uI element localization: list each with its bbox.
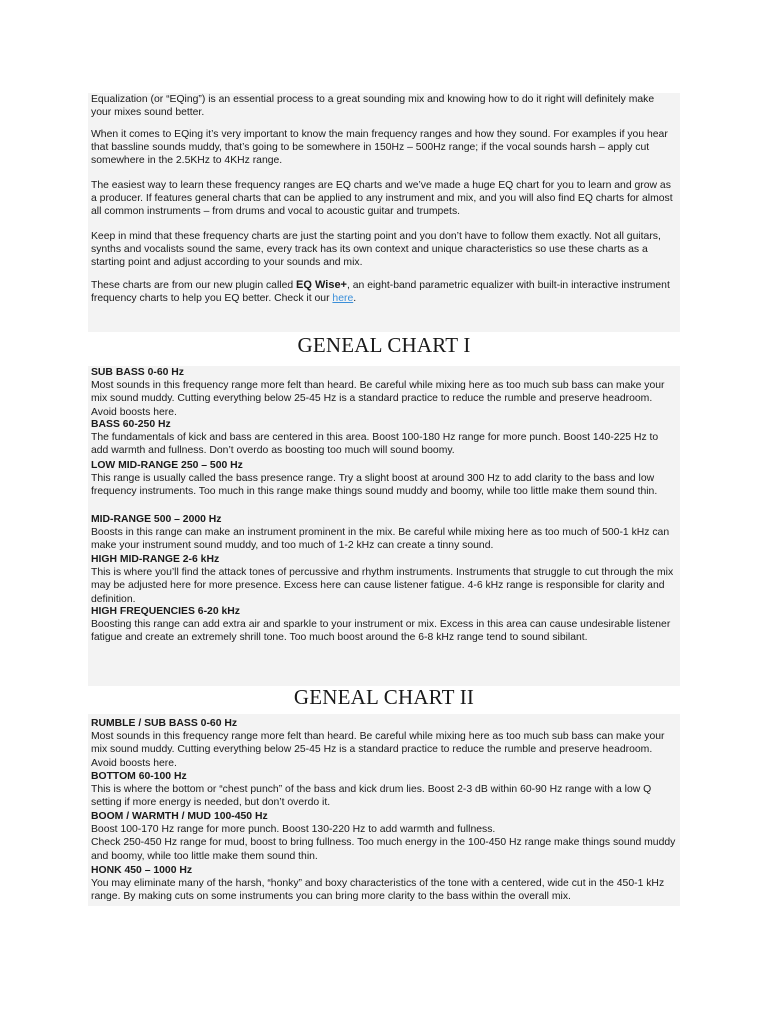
chart-2-heading: GENEAL CHART II xyxy=(293,685,475,709)
intro-text-middle: , an eight-band parametric equalizer with built-in interactive instrument frequency charts to help you EQ better. Check it our xyxy=(91,280,670,305)
intro-paragraph-5 xyxy=(91,279,676,305)
chart-2-section xyxy=(91,810,676,863)
chart-1-section xyxy=(91,513,676,553)
intro-paragraph-1: Equalization (or “EQing”) is an essential process to a great sounding mix and knowing how to do it right will definitely make your mixes sound better. xyxy=(91,94,655,119)
section-title: BASS 60-250 Hz xyxy=(91,419,171,430)
chart-1-section xyxy=(91,418,676,458)
chart-1-panel xyxy=(88,366,680,686)
chart-1-section xyxy=(91,366,676,419)
intro-paragraph-2: When it comes to EQing it’s very important to know the main frequency ranges and how they sound. For examples if you hear that bassline sounds muddy, that’s going to be somewhere in 150Hz – 500Hz range; if the vocal sounds harsh – apply cut somewhere in the 2.5KHz to 4KHz range. xyxy=(91,129,668,167)
section-body: This range is usually called the bass presence range. Try a slight boost at around 300 Hz to add clarity to the bass and low frequency instruments. Too much in this range make things sound muddy and boomy, while too little make them sound thin. xyxy=(91,473,658,498)
section-title: BOTTOM 60-100 Hz xyxy=(91,771,187,782)
chart-2-section xyxy=(91,717,676,770)
chart-2-section xyxy=(91,770,676,810)
section-body: Boosts in this range can make an instrument prominent in the mix. Be careful while mixing here as too much of 500-1 kHz can make your instrument sound muddy, and too much of 1-2 kHz can create a tinny sound. xyxy=(91,527,670,552)
intro-panel xyxy=(88,93,680,332)
section-body: This is where you’ll find the attack tones of percussive and rhythm instruments. Instruments that struggle to cut through the mix may be adjusted here for more presence. Excess here can cause listener fatigue. 4-6 kHz range is responsible for clarity and definition. xyxy=(91,567,674,605)
chart-1-heading: GENEAL CHART I xyxy=(297,333,471,357)
section-title: HIGH FREQUENCIES 6-20 kHz xyxy=(91,606,240,617)
chart-1-section xyxy=(91,605,676,645)
plugin-name: EQ Wise+ xyxy=(296,279,347,291)
intro-text-before: These charts are from our new plugin called xyxy=(91,280,297,291)
chart-1-section xyxy=(91,459,676,499)
section-title: LOW MID-RANGE 250 – 500 Hz xyxy=(91,460,243,471)
section-body: Boosting this range can add extra air and sparkle to your instrument or mix. Excess in this area can cause undesirable listener fatigue and create an extremely shrill tone. Too much boost around the 6-8 kHz range tend to sound sibilant. xyxy=(91,619,671,644)
section-body: The fundamentals of kick and bass are centered in this area. Boost 100-180 Hz range for more punch. Boost 140-225 Hz to add warmth and fullness. Don’t overdo as boosting too much will sound boomy. xyxy=(91,432,659,457)
intro-paragraph-3: The easiest way to learn these frequency ranges are EQ charts and we’ve made a huge EQ chart for you to learn and grow as a producer. If features general charts that can be applied to any instrument and mix, and you will also find EQ charts for almost all common instruments – from drums and vocal to acoustic guitar and trumpets. xyxy=(91,180,673,218)
section-title: HONK 450 – 1000 Hz xyxy=(91,865,193,876)
section-title: MID-RANGE 500 – 2000 Hz xyxy=(91,514,222,525)
section-body: This is where the bottom or “chest punch” of the bass and kick drum lies. Boost 2-3 dB within 60-90 Hz range with a low Q setting if more energy is needed, but don’t overdo it. xyxy=(91,784,652,809)
here-link[interactable]: here xyxy=(332,293,354,305)
section-title: RUMBLE / SUB BASS 0-60 Hz xyxy=(91,718,238,729)
section-title: SUB BASS 0-60 Hz xyxy=(91,367,184,378)
section-body: Boost 100-170 Hz range for more punch. Boost 130-220 Hz to add warmth and fullness. xyxy=(91,824,496,836)
intro-paragraph-4: Keep in mind that these frequency charts are just the starting point and you don’t have to follow them exactly. Not all guitars, synths and vocalists sound the same, every track has its own context and unique characteristics so use these charts as a starting point and adjust according to your sounds and mix. xyxy=(91,231,661,269)
chart-2-section xyxy=(91,864,676,904)
chart-1-section xyxy=(91,553,676,606)
section-title: HIGH MID-RANGE 2-6 kHz xyxy=(91,554,220,565)
chart-2-panel xyxy=(88,714,680,906)
section-body: Most sounds in this frequency range more felt than heard. Be careful while mixing here as too much sub bass can make your mix sound muddy. Cutting everything below 25-45 Hz is a standard practice to reduce the rumble and preserve headroom. Avoid boosts here. xyxy=(91,731,665,769)
section-title: BOOM / WARMTH / MUD 100-450 Hz xyxy=(91,811,268,822)
section-body: Most sounds in this frequency range more felt than heard. Be careful while mixing here as too much sub bass can make your mix sound muddy. Cutting everything below 25-45 Hz is a standard practice to reduce the rumble and preserve headroom. Avoid boosts here. xyxy=(91,380,665,418)
section-body: You may eliminate many of the harsh, “honky” and boxy characteristics of the tone with a centered, wide cut in the 450-1 kHz range. By making cuts on some instruments you can bring more clarity to the bass within the overall mix. xyxy=(91,878,665,903)
section-body-continued: Check 250-450 Hz range for mud, boost to bring fullness. Too much energy in the 100-450 Hz range make things sound muddy and boomy, while too little make them sound thin. xyxy=(91,837,676,862)
intro-text-after: . xyxy=(353,293,357,305)
